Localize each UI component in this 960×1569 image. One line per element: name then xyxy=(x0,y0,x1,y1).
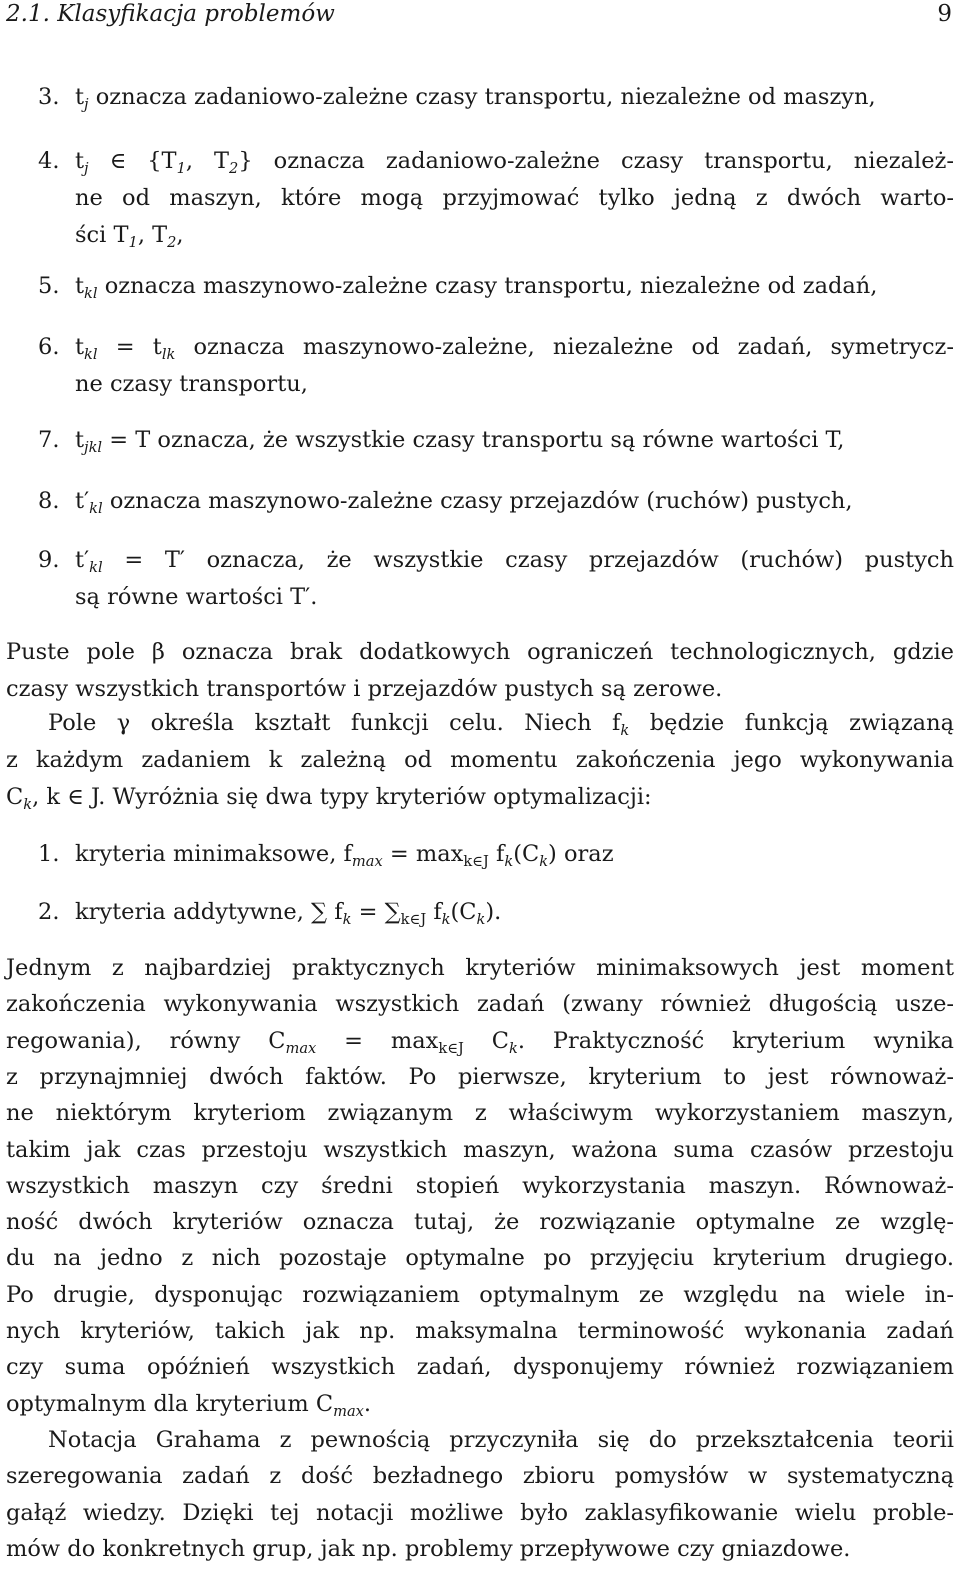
list-number: 4. xyxy=(38,148,60,174)
paragraph-line: mów do konkretnych grup, jak np. problemy przepływowe czy gniazdowe. xyxy=(6,1536,851,1562)
list-number: 5. xyxy=(38,273,60,299)
paragraph-line: takim jak czas przestoju wszystkich maszyn, ważona suma czasów przestoju xyxy=(6,1137,954,1163)
paragraph-line: Puste pole β oznacza brak dodatkowych ograniczeń technologicznych, gdzie xyxy=(6,639,954,665)
paragraph-line: zakończenia wykonywania wszystkich zadań (zwany również długością usze- xyxy=(6,991,954,1017)
criterion-item: 2. kryteria addytywne, ∑ $f_k = \sum_{k\in J}$ $f_k(C_k)$. xyxy=(38,899,502,929)
paragraph-line: z każdym zadaniem k zależną od momentu zakończenia jego wykonywania xyxy=(6,747,954,773)
list-item-line: 9. $t'_{kl} = T'$ oznacza, że wszystkie czasy przejazdów (ruchów) pustych xyxy=(38,547,954,577)
paragraph-line: regowania), równy $C_{max} = \max_{k\in J} C_k$. Praktyczność kryterium wynika xyxy=(6,1028,954,1058)
section-title: 2.1. Klasyfikacja problemów xyxy=(6,1,335,27)
paragraph-line: Notacja Grahama z pewnością przyczyniła się do przekształcenia teorii xyxy=(48,1427,954,1453)
list-item-line: ne od maszyn, które mogą przyjmować tylko jedną z dwóch warto- xyxy=(75,185,954,211)
list-item-line: 6. $t_{kl} = t_{lk}$ oznacza maszynowo-zależne, niezależne od zadań, symetrycz- xyxy=(38,334,954,364)
paragraph-line: wszystkich maszyn czy średni stopień wykorzystania maszyn. Równoważ- xyxy=(6,1173,954,1199)
paragraph-line: ność dwóch kryteriów oznacza tutaj, że rozwiązanie optymalne ze wzglę- xyxy=(6,1209,954,1235)
list-item-line: są równe wartości T′. xyxy=(75,584,318,610)
list-number: 9. xyxy=(38,547,60,573)
list-number: 1. xyxy=(38,841,60,867)
criterion-item: 1. kryteria minimaksowe, $f_{max} = \max_{k\in J} f_k(C_k)$ oraz xyxy=(38,841,614,871)
paragraph-line: Jednym z najbardziej praktycznych kryteriów minimaksowych jest moment xyxy=(6,955,954,981)
list-item-line: 5. $t_{kl}$ oznacza maszynowo-zależne czasy transportu, niezależne od zadań, xyxy=(38,273,878,303)
list-number: 8. xyxy=(38,488,60,514)
list-item-line: 3. $t_j$ oznacza zadaniowo-zależne czasy transportu, niezależne od maszyn, xyxy=(38,84,876,114)
page-number: 9 xyxy=(937,1,952,27)
list-item-line: 4. $t_j$ ∈ {$T_1$, $T_2$} oznacza zadaniowo-zależne czasy transportu, niezależ- xyxy=(38,148,954,178)
paragraph-line: ne niektórym kryteriom związanym z właściwym wykorzystaniem maszyn, xyxy=(6,1100,954,1126)
list-number: 3. xyxy=(38,84,60,110)
running-header xyxy=(6,0,952,30)
list-item-line: 7. $t_{jkl} = T$ oznacza, że wszystkie czasy transportu są równe wartości T, xyxy=(38,427,845,457)
list-number: 6. xyxy=(38,334,60,360)
list-number: 2. xyxy=(38,899,60,925)
list-item-line: ne czasy transportu, xyxy=(75,371,308,397)
paragraph-line: szeregowania zadań z dość bezładnego zbioru pomysłów w systematyczną xyxy=(6,1463,954,1489)
paragraph-line: czy suma opóźnień wszystkich zadań, dysponujemy również rozwiązaniem xyxy=(6,1354,954,1380)
list-item-line: 8. $t'_{kl}$ oznacza maszynowo-zależne czasy przejazdów (ruchów) pustych, xyxy=(38,488,853,518)
paragraph-line: nych kryteriów, takich jak np. maksymalna terminowość wykonania zadań xyxy=(6,1318,954,1344)
paragraph-line: $C_k$, k ∈ J. Wyróżnia się dwa typy kryteriów optymalizacji: xyxy=(6,784,652,814)
paragraph-line: Po drugie, dysponując rozwiązaniem optymalnym ze względu na wiele in- xyxy=(6,1282,954,1308)
paragraph-line: Pole γ określa kształt funkcji celu. Niech $f_k$ będzie funkcją związaną xyxy=(48,710,954,740)
list-item-line: ści $T_1$, $T_2$, xyxy=(75,222,184,252)
paragraph-line: optymalnym dla kryterium $C_{max}$. xyxy=(6,1391,372,1421)
paragraph-line: z przynajmniej dwóch faktów. Po pierwsze, kryterium to jest równoważ- xyxy=(6,1064,954,1090)
paragraph-line: gałąź wiedzy. Dzięki tej notacji możliwe było zaklasyfikowanie wielu proble- xyxy=(6,1500,954,1526)
list-number: 7. xyxy=(38,427,60,453)
paragraph-line: czasy wszystkich transportów i przejazdów pustych są zerowe. xyxy=(6,676,723,702)
paragraph-line: du na jedno z nich pozostaje optymalne po przyjęciu kryterium drugiego. xyxy=(6,1245,954,1271)
